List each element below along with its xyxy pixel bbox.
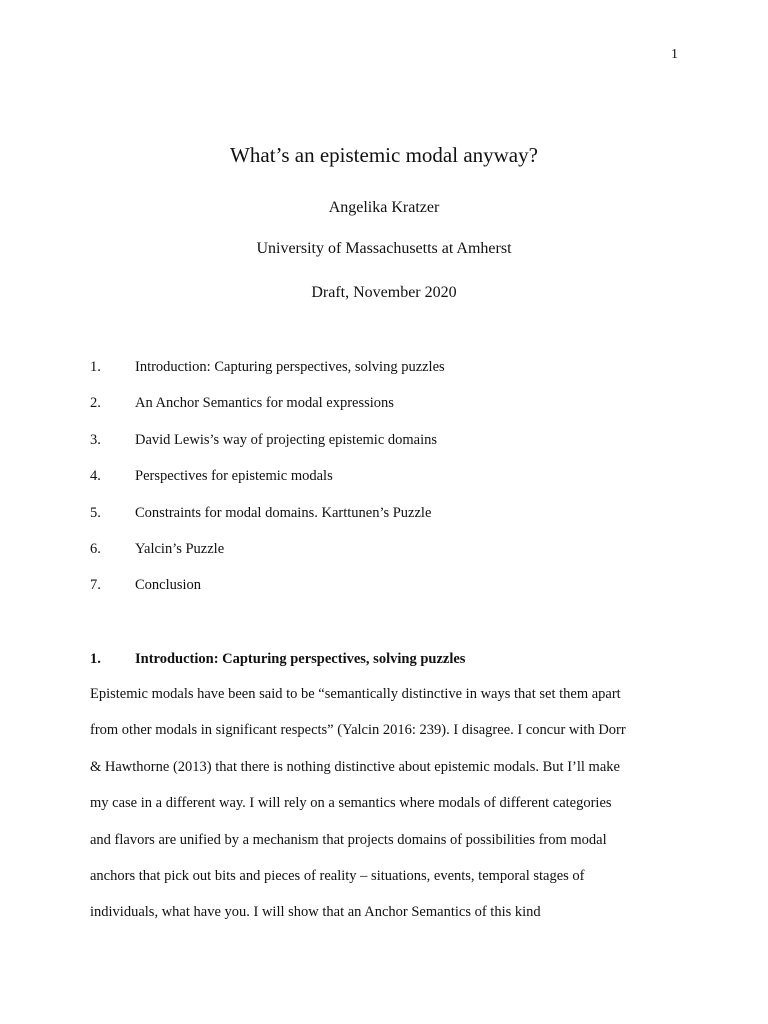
body-line: & Hawthorne (2013) that there is nothing distinctive about epistemic modals. But I’ll make xyxy=(90,758,620,775)
toc-item-label: Constraints for modal domains. Karttunen’s Puzzle xyxy=(135,504,432,521)
toc-item-number: 5. xyxy=(90,504,101,521)
toc-item xyxy=(90,468,690,504)
table-of-contents xyxy=(90,359,690,614)
toc-item xyxy=(90,505,690,541)
toc-item-label: Conclusion xyxy=(135,577,202,594)
toc-item xyxy=(90,359,690,395)
section-heading xyxy=(90,651,690,668)
toc-item-label: Perspectives for epistemic modals xyxy=(135,468,333,485)
section-number: 1. xyxy=(90,651,101,667)
toc-item xyxy=(90,541,690,577)
toc-item-number: 7. xyxy=(90,577,101,594)
toc-item xyxy=(90,395,690,431)
draft-date: Draft, November 2020 xyxy=(311,284,457,301)
body-line: individuals, what have you. I will show that an Anchor Semantics of this kind xyxy=(90,904,541,921)
body-line: and flavors are unified by a mechanism that projects domains of possibilities from modal xyxy=(90,831,607,848)
section-body xyxy=(90,686,690,941)
toc-item-label: David Lewis’s way of projecting epistemic domains xyxy=(135,431,438,448)
author-name: Angelika Kratzer xyxy=(328,199,440,216)
toc-item-label: Introduction: Capturing perspectives, solving puzzles xyxy=(135,359,445,375)
toc-item-label: Yalcin’s Puzzle xyxy=(135,540,225,557)
page-number: 1 xyxy=(671,47,678,62)
toc-item xyxy=(90,577,690,613)
section-title: Introduction: Capturing perspectives, solving puzzles xyxy=(135,651,466,667)
toc-item-number: 3. xyxy=(90,431,101,448)
toc-item-label: An Anchor Semantics for modal expressions xyxy=(135,395,394,412)
affiliation: University of Massachusetts at Amherst xyxy=(256,240,512,257)
toc-item-number: 1. xyxy=(90,359,101,375)
body-line: from other modals in significant respects” (Yalcin 2016: 239). I disagree. I concur with Dorr xyxy=(90,722,626,739)
toc-item xyxy=(90,432,690,468)
body-line: Epistemic modals have been said to be “semantically distinctive in ways that set them apart xyxy=(90,686,621,702)
toc-item-number: 6. xyxy=(90,540,101,557)
toc-item-number: 4. xyxy=(90,468,101,485)
body-line: my case in a different way. I will rely on a semantics where modals of different categories xyxy=(90,795,612,812)
toc-item-number: 2. xyxy=(90,395,101,412)
paper-title: What’s an epistemic modal anyway? xyxy=(230,143,538,167)
body-line: anchors that pick out bits and pieces of reality – situations, events, temporal stages of xyxy=(90,867,585,884)
